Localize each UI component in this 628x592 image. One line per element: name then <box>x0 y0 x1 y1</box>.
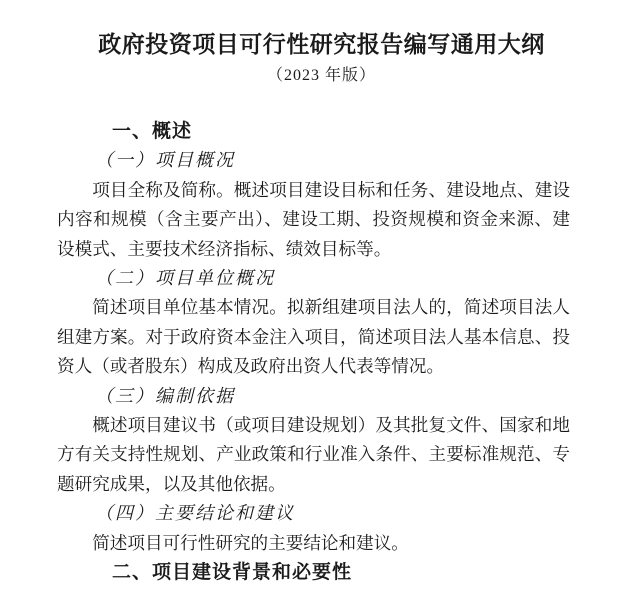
paragraph-project-overview: 项目全称及简称。概述项目建设目标和任务、建设地点、建设内容和规模（含主要产出）、建设工期、投资规模和资金来源、建设模式、主要技术经济指标、绩效目标等。 <box>57 179 570 259</box>
subsection-heading-main-conclusions: （四）主要结论和建议 <box>95 503 295 524</box>
subsection-heading-project-overview: （一）项目概况 <box>95 150 235 171</box>
section-heading-2-background-necessity: 二、项目建设背景和必要性 <box>112 562 353 584</box>
document-body <box>57 117 570 588</box>
subsection-heading-compilation-basis: （三）编制依据 <box>95 385 235 406</box>
section-heading-1-overview: 一、概述 <box>112 121 193 142</box>
paragraph-compilation-basis: 概述项目建议书（或项目建设规划）及其批复文件、国家和地方有关支持性规划、产业政策和行业准入条件、主要标准规范、专题研究成果，以及其他依据。 <box>57 415 570 494</box>
document-subtitle: （2023 年版） <box>266 67 376 84</box>
paragraph-project-unit-overview: 简述项目单位基本情况。拟新组建项目法人的，简述项目法人组建方案。对于政府资本金注入项目，简述项目法人基本信息、投资人（或者股东）构成及政府出资人代表等情况。 <box>57 297 570 377</box>
paragraph-main-conclusions: 简述项目可行性研究的主要结论和建议。 <box>92 532 409 553</box>
document-title: 政府投资项目可行性研究报告编写通用大纲 <box>98 32 545 57</box>
subsection-heading-project-unit-overview: （二）项目单位概况 <box>95 268 275 289</box>
